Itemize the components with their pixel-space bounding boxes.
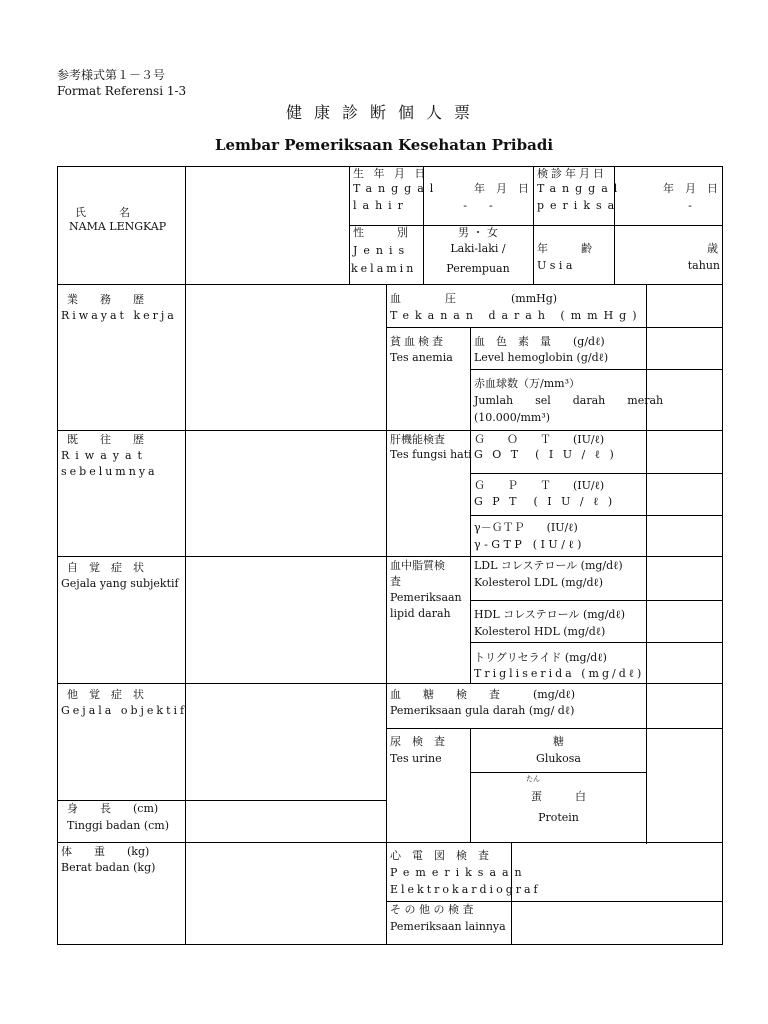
sex-label-id-1: Jenis — [353, 244, 411, 257]
work-history-label-id: Riwayat kerja — [61, 309, 177, 322]
age-unit-id: tahun — [687, 259, 720, 272]
subjective-symptoms-label-id: Gejala yang subjektif — [61, 577, 179, 590]
other-tests-field[interactable] — [513, 903, 721, 943]
ecg-label-ja: 心 電 図 検 査 — [390, 849, 489, 862]
exam-date-ymd: 年 月 日 — [663, 182, 718, 195]
ecg-label-id-1: Pemeriksaan — [390, 866, 528, 879]
exam-date-label-id-2: periksa — [537, 199, 621, 212]
got-label-id: G O T ( I U / ℓ ) — [474, 448, 617, 461]
ggtp-label-id: γ - G T P ( I U / ℓ ) — [474, 538, 582, 551]
blood-sugar-label-id: Pemeriksaan gula darah (mg/ dℓ) — [390, 704, 575, 717]
sex-label-ja: 性 別 — [353, 226, 408, 239]
weight-label-id: Berat badan (kg) — [61, 861, 156, 874]
sex-label-id-2: kelamin — [351, 262, 417, 275]
dob-label-id-1: Tanggal — [353, 182, 440, 195]
dob-label-id-2: lahir — [353, 199, 409, 212]
rbc-label-id-2: (10.000/mm³) — [474, 411, 551, 424]
triglyceride-label-id: Trigliserida (mg/dℓ) — [474, 667, 645, 680]
rbc-field[interactable] — [648, 371, 721, 429]
work-history-label-ja: 業 務 歴 — [67, 293, 144, 306]
reference-format-label: Format Referensi 1-3 — [57, 84, 187, 98]
urine-glucose-field[interactable] — [648, 730, 721, 771]
other-tests-label-ja: そ の 他 の 検 査 — [390, 903, 474, 916]
exam-date-label-ja: 検診年月日 — [537, 167, 607, 180]
ecg-label-id-2: Elektrokardiograf — [390, 883, 541, 896]
dob-label-ja: 生 年 月 日 — [353, 167, 429, 180]
dob-ymd: 年 月 日 — [474, 182, 529, 195]
age-label-id: U s i a — [537, 259, 573, 272]
glucose-label-ja: 糖 — [553, 735, 564, 748]
reference-form-number: 参考様式第１－３号 — [57, 68, 166, 82]
hemoglobin-label-id: Level hemoglobin (g/dℓ) — [474, 351, 609, 364]
urine-test-label-id: Tes urine — [390, 752, 442, 765]
weight-label-ja: 体 重 (kg) — [61, 845, 150, 858]
protein-label-id: Protein — [538, 811, 579, 824]
lipid-test-label-id-2: lipid darah — [390, 607, 451, 620]
got-field[interactable] — [648, 432, 721, 472]
urine-test-label-ja: 尿 検 査 — [390, 735, 445, 748]
objective-symptoms-label-ja: 他 覚 症 状 — [67, 688, 144, 701]
height-label-ja: 身 長 (cm) — [67, 802, 159, 815]
name-label-id: NAMA LENGKAP — [69, 220, 167, 233]
past-history-field[interactable] — [187, 432, 385, 555]
ggtp-field[interactable] — [648, 517, 721, 555]
hdl-label-ja: HDL コレステロール (mg/dℓ) — [474, 608, 626, 621]
subjective-symptoms-field[interactable] — [187, 558, 385, 682]
other-tests-label-id: Pemeriksaan lainnya — [390, 920, 506, 933]
weight-field[interactable] — [187, 844, 385, 944]
blood-pressure-label-id: Tekanan darah (mmHg) — [390, 309, 643, 322]
blood-pressure-label-ja: 血 圧 (mmHg) — [390, 292, 558, 305]
past-history-label-id-2: sebelumnya — [61, 465, 158, 478]
dob-value[interactable]: - - — [463, 199, 493, 212]
blood-sugar-field[interactable] — [648, 685, 721, 727]
ldl-label-ja: LDL コレステロール (mg/dℓ) — [474, 559, 623, 572]
lipid-test-label-ja-1: 血中脂質検 — [390, 559, 445, 572]
objective-symptoms-label-id: Gejala objektif — [61, 704, 188, 717]
ecg-field[interactable] — [513, 844, 721, 900]
exam-date-value[interactable]: - — [688, 199, 692, 212]
ggtp-label-ja: γ－ＧＴＰ (IU/ℓ) — [474, 521, 578, 534]
hdl-label-id: Kolesterol HDL (mg/dℓ) — [474, 625, 606, 638]
glucose-label-id: Glukosa — [536, 752, 581, 765]
height-field[interactable] — [187, 802, 385, 841]
hemoglobin-field[interactable] — [648, 329, 721, 368]
age-unit-ja: 歳 — [707, 242, 718, 255]
urine-protein-field[interactable] — [648, 774, 721, 841]
anemia-test-label-id: Tes anemia — [390, 351, 453, 364]
anemia-test-label-ja: 貧血検査 — [390, 335, 446, 348]
title-japanese: 健康診断個人票 — [285, 103, 482, 122]
hemoglobin-label-ja: 血 色 素 量 (g/dℓ) — [474, 335, 605, 348]
triglyceride-label-ja: トリグリセライド (mg/dℓ) — [474, 651, 607, 664]
title-indonesian: Lembar Pemeriksaan Kesehatan Pribadi — [214, 136, 554, 154]
liver-test-label-id: Tes fungsi hati — [390, 448, 472, 461]
name-label-ja: 氏 名 — [75, 206, 130, 219]
rbc-label-id-1: Jumlah sel darah merah — [474, 394, 664, 407]
objective-symptoms-field[interactable] — [187, 685, 385, 799]
hdl-field[interactable] — [648, 602, 721, 641]
past-history-label-ja: 既 往 歴 — [67, 433, 144, 446]
lipid-test-label-id-1: Pemeriksaan — [390, 591, 462, 604]
height-label-id: Tinggi badan (cm) — [67, 819, 169, 832]
sex-options-ja[interactable]: 男 ・ 女 — [458, 226, 498, 239]
lipid-test-label-ja-2: 査 — [390, 575, 401, 588]
past-history-label-id-1: Riwayat — [61, 449, 148, 462]
liver-test-label-ja: 肝機能検査 — [390, 433, 445, 446]
sex-options-id-1: Laki-laki / — [450, 242, 506, 255]
name-field[interactable] — [187, 168, 347, 283]
protein-ruby: たん — [526, 775, 540, 783]
protein-label-ja: 蛋 白 — [531, 790, 586, 803]
work-history-field[interactable] — [187, 286, 385, 429]
subjective-symptoms-label-ja: 自 覚 症 状 — [67, 561, 144, 574]
blood-sugar-label-ja: 血 糖 検 査 (mg/dℓ) — [390, 688, 576, 701]
triglyceride-field[interactable] — [648, 644, 721, 682]
ldl-label-id: Kolesterol LDL (mg/dℓ) — [474, 576, 604, 589]
ldl-field[interactable] — [648, 558, 721, 599]
gpt-label-ja: Ｇ Ｐ Ｔ (IU/ℓ) — [474, 479, 605, 492]
got-label-ja: Ｇ Ｏ Ｔ (IU/ℓ) — [474, 433, 605, 446]
rbc-label-ja: 赤血球数（万/mm³） — [474, 377, 580, 390]
exam-date-label-id-1: Tanggal — [537, 182, 624, 195]
blood-pressure-field[interactable] — [648, 286, 721, 326]
age-label-ja: 年 齢 — [537, 242, 592, 255]
gpt-label-id: G P T ( I U / ℓ ) — [474, 495, 616, 508]
gpt-field[interactable] — [648, 475, 721, 514]
sex-options-id-2: Perempuan — [446, 262, 510, 275]
